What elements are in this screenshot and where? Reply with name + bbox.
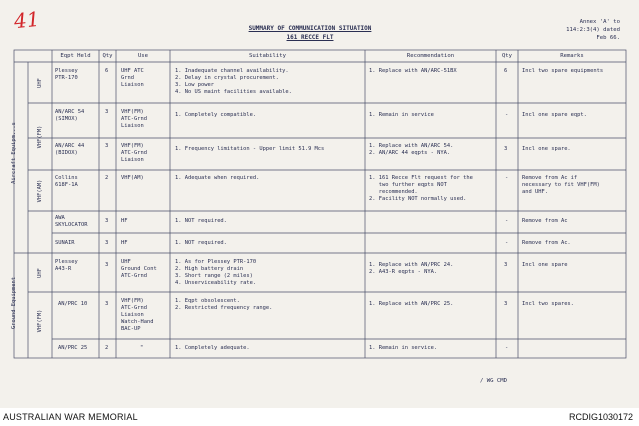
header-qty-2: Qty — [501, 53, 513, 59]
group-label-ground: Ground Equipment — [11, 277, 17, 329]
annex-line-2: 114:2:3(4) dated — [566, 27, 620, 33]
row-8-remarks: Incl two spares. — [522, 301, 574, 307]
row-5-qty-2: - — [505, 218, 509, 224]
row-7-use: UHF Ground Cont ATC-Grnd — [121, 259, 157, 279]
header-suitability: Suitability — [248, 53, 287, 59]
row-9-use: " — [140, 345, 144, 351]
subgroup-label-vhf-am: VHF(AM) — [37, 179, 43, 203]
header-use: Use — [137, 53, 149, 59]
row-7-eqpt: Plessey A43-R — [55, 259, 78, 272]
row-3-use: VHF(FM) ATC-Grnd Liaison — [121, 143, 147, 163]
row-9-suitability: 1. Completely adequate. — [175, 345, 250, 351]
row-4-eqpt: Collins 618F-1A — [55, 175, 78, 188]
row-8-eqpt: AN/PRC 10 — [58, 301, 88, 307]
row-3-eqpt: AN/ARC 44 (BIDOX) — [55, 143, 85, 156]
row-6-remarks: Remove from Ac. — [522, 240, 571, 246]
row-6-eqpt: SUNAIR — [55, 240, 75, 246]
row-2-suitability: 1. Completely compatible. — [175, 112, 257, 118]
row-7-remarks: Incl one spare — [522, 262, 568, 268]
annex-line-1: Annex 'A' to — [579, 19, 620, 25]
row-7-qty-2: 3 — [504, 262, 508, 268]
row-4-suitability: 1. Adequate when required. — [175, 175, 260, 181]
row-2-qty-2: - — [505, 112, 509, 118]
row-7-recommendation: 1. Replace with AN/PRC 24. 2. A43-R eqpts - NYA. — [369, 262, 454, 275]
row-5-eqpt: AWA SKYLOCATOR — [55, 215, 88, 228]
row-2-recommendation: 1. Remain in service — [369, 112, 434, 118]
header-qty: Qty — [102, 53, 113, 59]
row-5-use: HF — [121, 218, 128, 224]
row-1-use: UHF ATC Grnd Liaison — [121, 68, 144, 88]
row-2-eqpt: AN/ARC 54 (SIMOX) — [55, 109, 85, 122]
header-remarks: Remarks — [560, 53, 584, 59]
subgroup-label-vhf-fm-ground: VHF(FM) — [37, 309, 43, 333]
row-2-use: VHF(FM) ATC-Grnd Liaison — [121, 109, 147, 129]
footer-record-id: RCDIG1030172 — [568, 412, 633, 422]
row-5-remarks: Remove from Ac — [522, 218, 568, 224]
signature-block: / WG CMD — [480, 378, 507, 384]
row-1-eqpt: Plessey PTR-170 — [55, 68, 78, 81]
annex-line-3: Feb 66. — [596, 35, 620, 41]
row-4-qty: 2 — [105, 175, 109, 181]
row-6-qty: 3 — [105, 240, 109, 246]
row-4-recommendation: 1. 161 Recce Flt request for the two further eqpts NOT recommended. 2. Facility NOT normally used. — [369, 175, 473, 202]
title-line-2: 161 RECCE FLT — [286, 34, 334, 41]
group-label-aircraft: Aircraft Equipm...s — [11, 122, 17, 184]
row-4-qty-2: - — [505, 175, 509, 181]
row-8-recommendation: 1. Replace with AN/PRC 25. — [369, 301, 454, 307]
row-1-recommendation: 1. Replace with AN/ARC-51BX — [369, 68, 457, 74]
archive-footer — [0, 408, 639, 426]
row-3-suitability: 1. Frequency limitation - Upper limit 51.9 Mcs — [175, 146, 325, 152]
row-4-remarks: Remove from Ac if necessary to fit VHF(FM) and UHF. — [522, 175, 600, 195]
row-9-recommendation: 1. Remain in service. — [369, 345, 438, 351]
row-6-use: HF — [121, 240, 128, 246]
row-2-qty: 3 — [105, 109, 109, 115]
row-7-suitability: 1. As for Plessey PTR-170 2. High battery drain 3. Short range (2 miles) 4. Unserviceability rate. — [175, 259, 257, 286]
row-8-use: VHF(FM) ATC-Grnd Liaison Watch-Hand BAC-UP — [121, 298, 154, 332]
row-5-qty: 3 — [105, 218, 109, 224]
row-9-qty-2: - — [505, 345, 509, 351]
subgroup-label-vhf-fm: VHF(FM) — [37, 125, 43, 149]
subgroup-label-uhf: UHF — [37, 78, 43, 88]
row-3-recommendation: 1. Replace with AN/ARC 54. 2. AN/ARC 44 eqpts - NYA. — [369, 143, 454, 156]
footer-archive-name: AUSTRALIAN WAR MEMORIAL — [3, 412, 138, 422]
row-8-qty: 3 — [105, 301, 109, 307]
row-1-qty: 6 — [105, 68, 109, 74]
row-3-remarks: Incl one spare. — [522, 146, 571, 152]
row-3-qty: 3 — [105, 143, 109, 149]
row-9-qty: 2 — [105, 345, 109, 351]
row-3-qty-2: 3 — [504, 146, 508, 152]
row-6-suitability: 1. NOT required. — [175, 240, 227, 246]
handwritten-page-number: 41 — [12, 6, 41, 34]
row-1-qty-2: 6 — [504, 68, 508, 74]
row-8-suitability: 1. Eqpt obsolescent. 2. Restricted frequency range. — [175, 298, 273, 311]
row-9-eqpt: AN/PRC 25 — [58, 345, 88, 351]
row-4-use: VHF(AM) — [121, 175, 144, 181]
row-2-remarks: Incl one spare eqpt. — [522, 112, 587, 118]
row-7-qty: 3 — [105, 262, 109, 268]
header-recommendation: Recommendation — [406, 53, 455, 59]
subgroup-label-uhf-ground: UHF — [37, 268, 43, 278]
row-8-qty-2: 3 — [504, 301, 508, 307]
row-1-suitability: 1. Inadequate channel availability. 2. Delay in crystal procurement. 3. Low power 4. No US maint facilities available. — [175, 68, 292, 95]
header-eqpt-held: Eqpt Held — [60, 53, 91, 59]
row-1-remarks: Incl two spare equipments — [522, 68, 604, 74]
title-line-1: SUMMARY OF COMMUNICATION SITUATION — [248, 25, 372, 32]
row-6-qty-2: - — [505, 240, 509, 246]
row-5-suitability: 1. NOT required. — [175, 218, 227, 224]
